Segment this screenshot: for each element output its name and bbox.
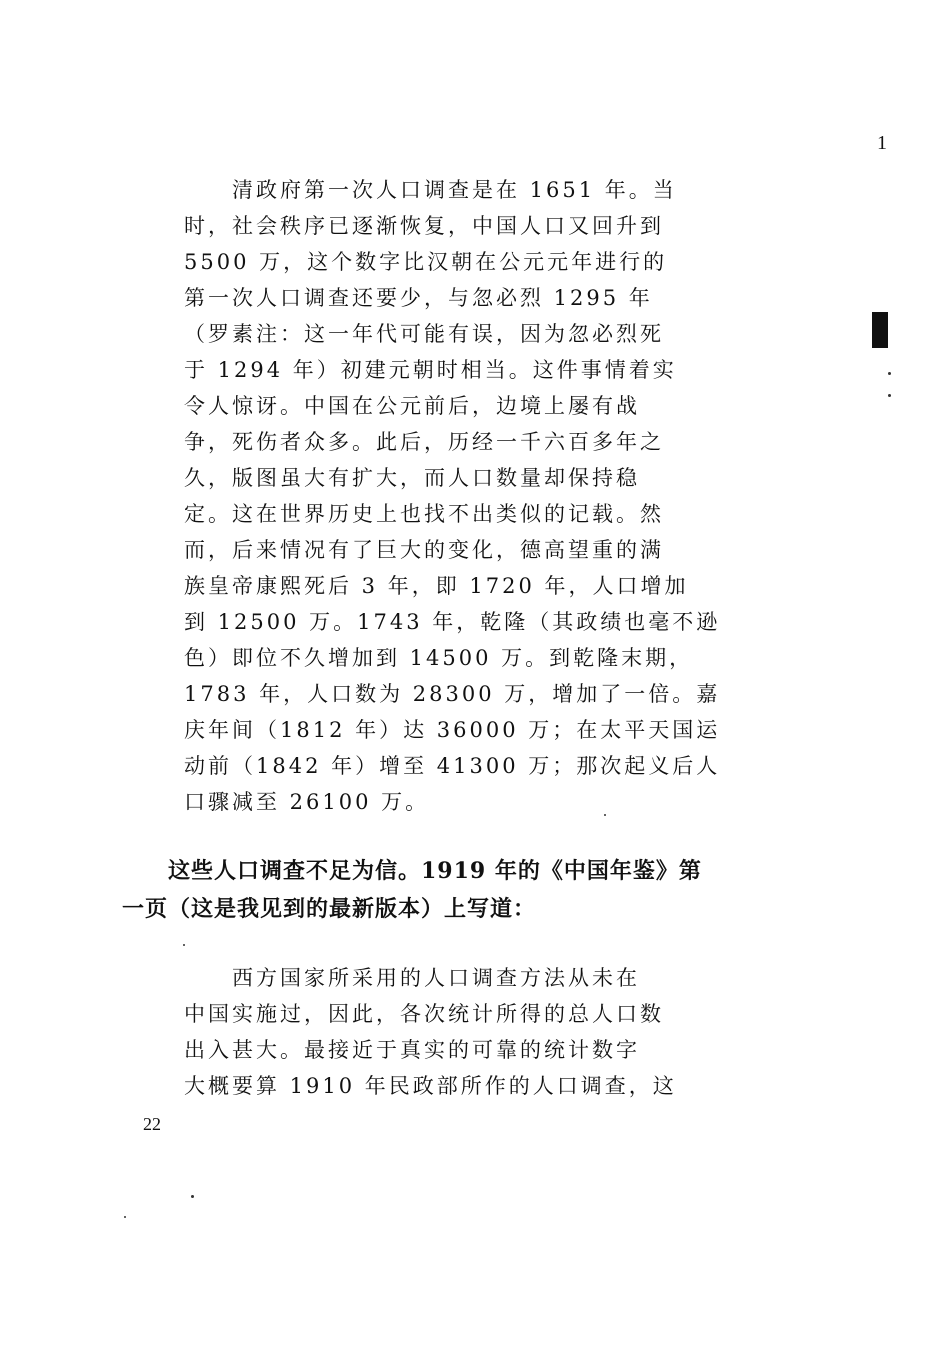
text-line: 动前（1842 年）增至 41300 万；那次起义后人 — [184, 754, 721, 778]
corner-page-marker: 1 — [877, 132, 887, 154]
text-line: 5500 万，这个数字比汉朝在公元元年进行的 — [184, 250, 668, 274]
text-line: 清政府第一次人口调查是在 1651 年。当 — [184, 178, 677, 202]
text-line: 争，死伤者众多。此后，历经一千六百多年之 — [184, 430, 664, 454]
text-line: 出入甚大。最接近于真实的可靠的统计数字 — [184, 1038, 640, 1062]
page-number: 22 — [143, 1114, 161, 1134]
text-line: 大概要算 1910 年民政部所作的人口调查，这 — [184, 1074, 677, 1098]
edge-thumb-mark — [872, 312, 888, 348]
text-line: 中国实施过，因此，各次统计所得的总人口数 — [184, 1002, 664, 1026]
text-line: 这些人口调查不足为信。1919 年的《中国年鉴》第 — [122, 858, 702, 884]
text-line: 口骤减至 26100 万。 — [184, 790, 430, 814]
text-line: 庆年间（1812 年）达 36000 万；在太平天国运 — [184, 718, 721, 742]
scan-speck — [604, 814, 606, 816]
text-line: 一页（这是我见到的最新版本）上写道： — [122, 896, 537, 922]
scan-speck — [183, 944, 185, 946]
text-line: 时，社会秩序已逐渐恢复，中国人口又回升到 — [184, 214, 664, 238]
quoted-passage-yearbook — [184, 960, 704, 1104]
text-line: 令人惊讶。中国在公元前后，边境上屡有战 — [184, 394, 640, 418]
text-line: （罗素注：这一年代可能有误，因为忽必烈死 — [184, 322, 664, 346]
quoted-passage-population-history — [184, 172, 721, 820]
text-line: 族皇帝康熙死后 3 年，即 1720 年，人口增加 — [184, 574, 689, 598]
text-line: 到 12500 万。1743 年，乾隆（其政绩也毫不逊 — [184, 610, 721, 634]
text-line: 久，版图虽大有扩大，而人口数量却保持稳 — [184, 466, 640, 490]
text-line: 而，后来情况有了巨大的变化，德高望重的满 — [184, 538, 664, 562]
body-paragraph — [122, 852, 782, 928]
text-line: 第一次人口调查还要少，与忽必烈 1295 年 — [184, 286, 653, 310]
scan-speck — [888, 394, 891, 397]
scan-speck — [888, 372, 891, 375]
scan-speck — [124, 1216, 126, 1218]
text-line: 色）即位不久增加到 14500 万。到乾隆末期， — [184, 646, 694, 670]
text-line: 定。这在世界历史上也找不出类似的记载。然 — [184, 502, 664, 526]
text-line: 于 1294 年）初建元朝时相当。这件事情着实 — [184, 358, 677, 382]
text-line: 1783 年，人口数为 28300 万，增加了一倍。嘉 — [184, 682, 721, 706]
text-line: 西方国家所采用的人口调查方法从未在 — [184, 966, 640, 990]
scan-speck — [191, 1195, 194, 1198]
